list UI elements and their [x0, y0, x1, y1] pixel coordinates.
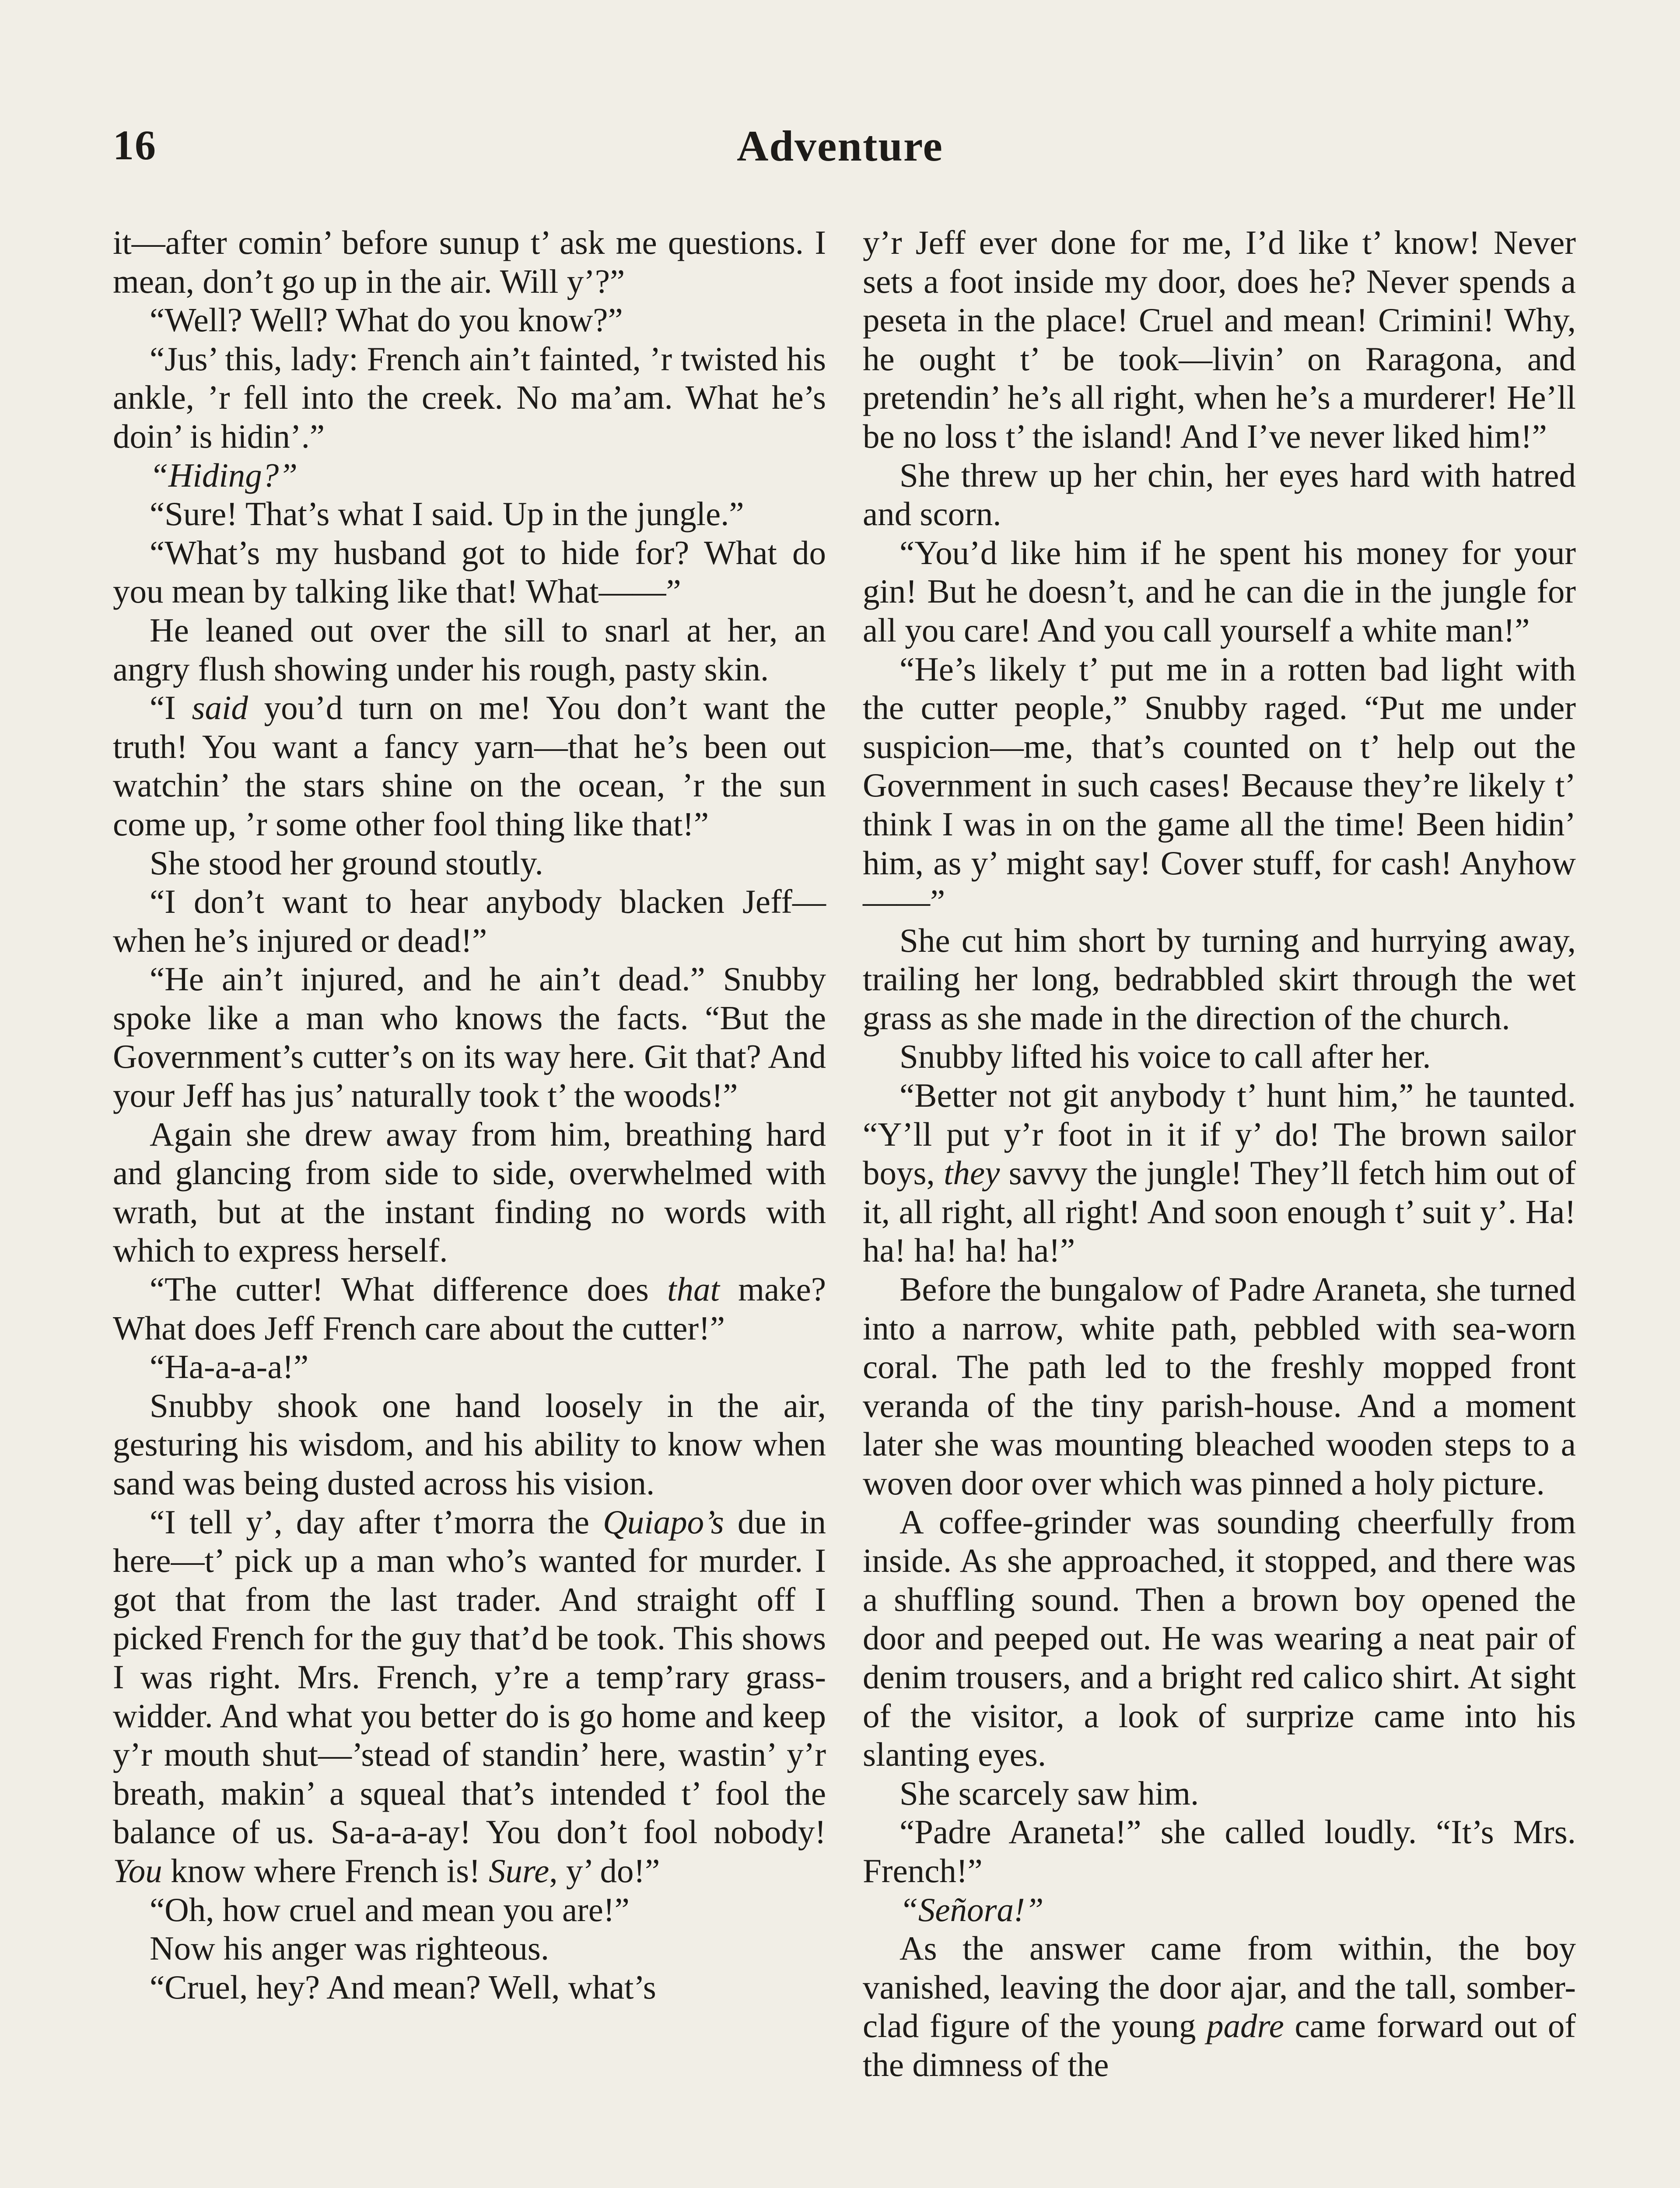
text-run: know where French is!: [162, 1851, 489, 1890]
text-run: , y’ do!”: [549, 1851, 660, 1890]
text-run: “I don’t want to hear anybody blacken Jeff—when he’s injured or dead!”: [113, 883, 826, 959]
text-run: “You’d like him if he spent his money for your gin! But he doesn’t, and he can die in the jungle for all you care! And you call yourself a white man!”: [863, 533, 1576, 649]
paragraph: [863, 1503, 1576, 1774]
text-run: A coffee-grinder was sounding cheerfully from inside. As she approached, it stopped, and there was a shuffling sound. Then a brown boy opened the door and peeped out. He was wearing a neat pair of denim trousers, and a bright red calico shirt. At sight of the visitor, a look of surprize came into his slanting eyes.: [863, 1503, 1576, 1774]
paragraph: [863, 1774, 1576, 1813]
text-run: She threw up her chin, her eyes hard with hatred and scorn.: [863, 456, 1576, 533]
text-run: “Ha-a-a-a!”: [150, 1348, 309, 1386]
paragraph: [113, 1347, 826, 1386]
text-run: “Sure! That’s what I said. Up in the jungle.”: [150, 495, 744, 533]
text-run: “Padre Araneta!” she called loudly. “It’s Mrs. French!”: [863, 1813, 1576, 1890]
text-run: Snubby shook one hand loosely in the air, gesturing his wisdom, and his ability to know when sand was being dusted across his vision.: [113, 1386, 826, 1502]
paragraph: [113, 688, 826, 843]
text-run: He leaned out over the sill to snarl at her, an angry flush showing under his rough, pasty skin.: [113, 611, 826, 688]
text-run: came forward out of the dimness of the: [863, 2007, 1576, 2083]
text-run: She cut him short by turning and hurrying away, trailing her long, bedrabbled skirt through the wet grass as she made in the direction of the church.: [863, 921, 1576, 1037]
right-column: [863, 223, 1576, 2084]
text-run: Now his anger was righteous.: [150, 1929, 550, 1967]
text-run: “Better not git anybody t’ hunt him,” he taunted. “Y’ll put y’r foot in it if y’ do! The brown sailor boys,: [863, 1076, 1576, 1192]
text-run: you’d turn on me! You don’t want the truth! You want a fancy yarn—that he’s been out watchin’ the stars shine on the ocean, ’r the sun come up, ’r some other fool thing like that!”: [113, 689, 826, 843]
text-run: “Oh, how cruel and mean you are!”: [150, 1890, 630, 1929]
text-run: “He ain’t injured, and he ain’t dead.” Snubby spoke like a man who knows the facts. “But the Government’s cutter’s on its way here. Git that? And your Jeff has jus’ naturally took t’ the woods!”: [113, 960, 826, 1115]
text-run: “Jus’ this, lady: French ain’t fainted, ’r twisted his ankle, ’r fell into the creek. No ma’am. What he’s doin’ is hidin’.”: [113, 340, 826, 455]
paragraph: [113, 223, 826, 301]
text-run: “He’s likely t’ put me in a rotten bad light with the cutter people,” Snubby raged. “Put me under suspicion—me, that’s counted on t’ help out the Government in such cases! Because they’re likely t’ think I was in on the game all the time! Been hidin’ him, as y’ might say! Cover stuff, for cash! Anyhow——”: [863, 650, 1576, 921]
paragraph: [113, 1115, 826, 1270]
text-run: make? What does Jeff French care about the cutter!”: [113, 1270, 826, 1347]
text-run: She scarcely saw him.: [900, 1774, 1199, 1812]
paragraph: [113, 882, 826, 960]
text-run: “Cruel, hey? And mean? Well, what’s: [150, 1968, 656, 2006]
paragraph: [863, 650, 1576, 921]
italic-text: Quiapo’s: [603, 1503, 724, 1541]
italic-text: Sure: [489, 1851, 550, 1890]
text-run: it—after comin’ before sunup t’ ask me questions. I mean, don’t go up in the air. Will y’?”: [113, 224, 826, 300]
text-run: due in here—t’ pick up a man who’s wanted for murder. I got that from the last trader. And straight off I picked French for the guy that’d be took. This shows I was right. Mrs. French, y’re a temp’rary grass-widder. And what you better do is go home and keep y’r mouth shut—’stead of standin’ here, wastin’ y’r breath, makin’ a squeal that’s intended t’ fool the balance of us. Sa-a-a-ay! You don’t fool nobody!: [113, 1503, 826, 1851]
text-run: Before the bungalow of Padre Araneta, she turned into a narrow, white path, pebbled with sea-worn coral. The path led to the freshly mopped front veranda of the tiny parish-house. And a moment later she was mounting bleached wooden steps to a woven door over which was pinned a holy picture.: [863, 1270, 1576, 1502]
paragraph: [863, 1270, 1576, 1503]
text-run: savvy the jungle! They’ll fetch him out of it, all right, all right! And soon enough t’ suit y’. Ha! ha! ha! ha! ha!”: [863, 1154, 1576, 1269]
page-number: 16: [113, 122, 157, 168]
italic-text: “Señora!”: [900, 1890, 1044, 1929]
italic-text: padre: [1207, 2007, 1284, 2045]
text-run: Again she drew away from him, breathing hard and glancing from side to side, overwhelmed with wrath, but at the instant finding no words with which to express herself.: [113, 1115, 826, 1269]
italic-text: said: [192, 689, 248, 727]
paragraph: [863, 1076, 1576, 1270]
left-column: [113, 223, 826, 2006]
paragraph: [113, 494, 826, 533]
paragraph: [113, 533, 826, 611]
paragraph: [113, 960, 826, 1115]
paragraph: [863, 533, 1576, 650]
paragraph: [113, 1890, 826, 1929]
paragraph: [113, 301, 826, 340]
text-run: She stood her ground stoutly.: [150, 844, 543, 882]
paragraph: [113, 1270, 826, 1347]
paragraph: [113, 1968, 826, 2007]
paragraph: [113, 340, 826, 456]
running-head: Adventure: [737, 122, 943, 170]
paragraph: [863, 1890, 1576, 1929]
text-run: “I: [150, 689, 192, 727]
paragraph: [113, 1503, 826, 1890]
paragraph: [113, 456, 826, 495]
paragraph: [863, 223, 1576, 456]
italic-text: they: [944, 1154, 1000, 1192]
paragraph: [113, 844, 826, 883]
text-run: “I tell y’, day after t’morra the: [150, 1503, 603, 1541]
italic-text: “Hiding?”: [150, 456, 298, 494]
text-run: y’r Jeff ever done for me, I’d like t’ know! Never sets a foot inside my door, does he? Never spends a peseta in the place! Cruel and mean! Crimini! Why, he ought t’ be took—livin’ on Raragona, and pretendin’ he’s all right, when he’s a murderer! He’ll be no loss t’ the island! And I’ve never liked him!”: [863, 224, 1576, 455]
text-run: “What’s my husband got to hide for? What do you mean by talking like that! What——”: [113, 533, 826, 610]
text-run: “The cutter! What difference does: [150, 1270, 668, 1308]
text-run: Snubby lifted his voice to call after her.: [900, 1038, 1431, 1076]
text-run: “Well? Well? What do you know?”: [150, 301, 623, 339]
paragraph: [863, 1929, 1576, 2084]
paragraph: [113, 1929, 826, 1968]
paragraph: [863, 456, 1576, 533]
italic-text: that: [667, 1270, 720, 1308]
paragraph: [863, 921, 1576, 1038]
italic-text: You: [113, 1851, 162, 1890]
paragraph: [113, 611, 826, 688]
text-run: As the answer came from within, the boy vanished, leaving the door ajar, and the tall, somber-clad figure of the young: [863, 1929, 1576, 2045]
paragraph: [863, 1813, 1576, 1890]
paragraph: [113, 1386, 826, 1503]
paragraph: [863, 1037, 1576, 1076]
